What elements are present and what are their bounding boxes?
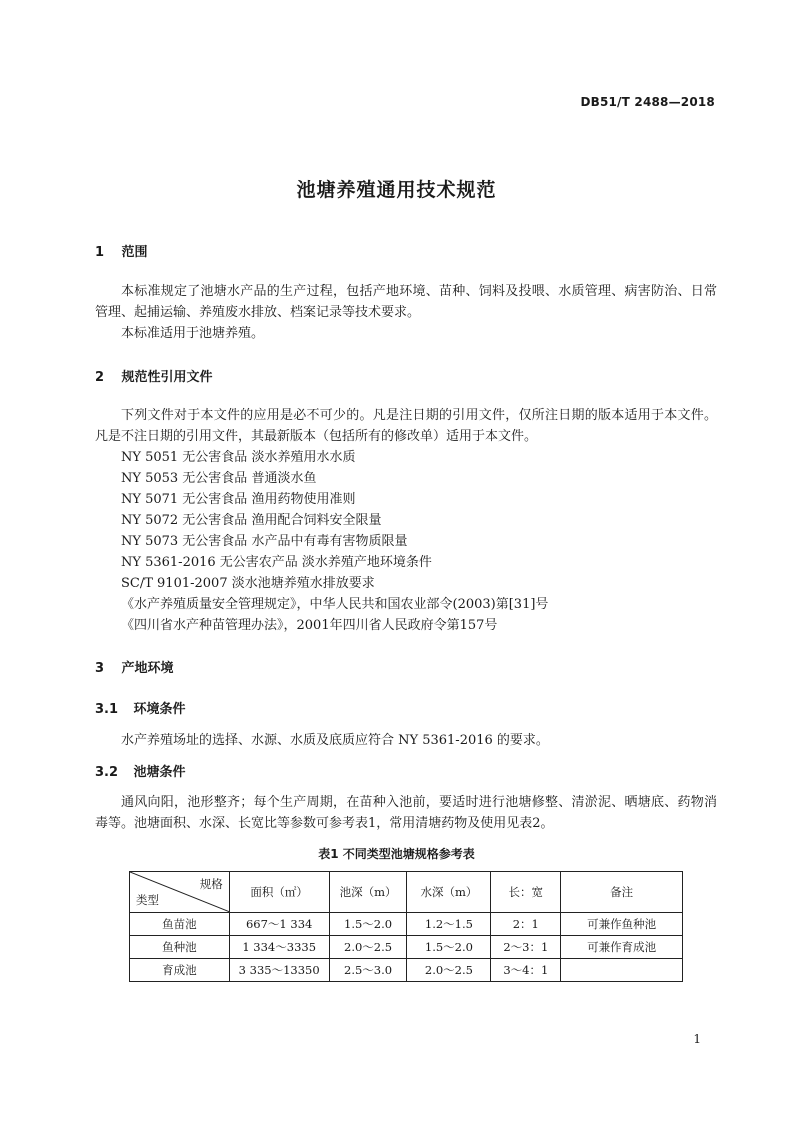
section-3-heading — [95, 657, 174, 676]
corner-bottom-label: 类型 — [136, 893, 159, 907]
reference-item: NY 5071 无公害食品 渔用药物使用准则 — [121, 492, 356, 507]
section-number: 3.1 — [95, 702, 119, 717]
table-header-cell: 备注 — [561, 872, 683, 913]
table-cell: 1.5～2.0 — [407, 936, 491, 959]
table-corner-cell — [130, 872, 230, 913]
section-number: 1 — [95, 245, 105, 260]
table-row — [130, 959, 683, 982]
table-cell: 鱼种池 — [130, 936, 230, 959]
section-title: 规范性引用文件 — [121, 370, 213, 385]
reference-item: NY 5053 无公害食品 普通淡水鱼 — [121, 471, 317, 486]
reference-item: 《水产养殖质量安全管理规定》，中华人民共和国农业部令(2003)第[31]号 — [121, 597, 549, 612]
table-cell: 1.5～2.0 — [329, 913, 407, 936]
reference-item: NY 5072 无公害食品 渔用配合饲料安全限量 — [121, 513, 382, 528]
table-cell: 2.5～3.0 — [329, 959, 407, 982]
pond-spec-table — [129, 871, 683, 982]
reference-item: SC/T 9101-2007 淡水池塘养殖水排放要求 — [121, 576, 375, 591]
section-1-heading — [95, 241, 148, 260]
table-cell: 2.0～2.5 — [407, 959, 491, 982]
table-cell: 3～4：1 — [491, 959, 561, 982]
page-number: 1 — [693, 1032, 701, 1046]
table-header-row — [130, 872, 683, 913]
section-number: 3.2 — [95, 765, 119, 780]
reference-item: NY 5051 无公害食品 淡水养殖用水水质 — [121, 450, 356, 465]
section-3-2-body — [95, 792, 717, 834]
table-cell: 2～3：1 — [491, 936, 561, 959]
section-title: 范围 — [121, 245, 148, 260]
table-row — [130, 936, 683, 959]
table-cell: 1 334～3335 — [229, 936, 329, 959]
paragraph: 通风向阳，池形整齐；每个生产周期，在苗种入池前，要适时进行池塘修整、清淤泥、晒塘底、药物消毒等。池塘面积、水深、长宽比等参数可参考表1，常用清塘药物及使用见表2。 — [95, 795, 717, 831]
section-title: 产地环境 — [121, 661, 174, 676]
table-header-cell: 池深（m） — [329, 872, 407, 913]
section-number: 3 — [95, 661, 105, 676]
table-caption: 表1 不同类型池塘规格参考表 — [318, 847, 475, 861]
table-cell — [561, 959, 683, 982]
reference-item: NY 5361-2016 无公害农产品 淡水养殖产地环境条件 — [121, 555, 432, 570]
table-header-cell: 面积（㎡） — [229, 872, 329, 913]
table-cell: 3 335～13350 — [229, 959, 329, 982]
table-cell: 育成池 — [130, 959, 230, 982]
section-3-2-heading — [95, 761, 186, 780]
table-header-cell: 水深（m） — [407, 872, 491, 913]
standard-code: DB51/T 2488—2018 — [580, 95, 715, 109]
table-cell: 667～1 334 — [229, 913, 329, 936]
table-cell: 可兼作育成池 — [561, 936, 683, 959]
reference-item: 《四川省水产种苗管理办法》，2001年四川省人民政府令第157号 — [121, 618, 498, 633]
table-header-cell: 长：宽 — [491, 872, 561, 913]
reference-item: NY 5073 无公害食品 水产品中有毒有害物质限量 — [121, 534, 408, 549]
section-1-body — [95, 281, 717, 344]
section-3-1-body — [95, 730, 717, 751]
paragraph: 本标准规定了池塘水产品的生产过程，包括产地环境、苗种、饲料及投喂、水质管理、病害防治、日常管理、起捕运输、养殖废水排放、档案记录等技术要求。 — [95, 284, 717, 320]
table-cell: 鱼苗池 — [130, 913, 230, 936]
table-cell: 2.0～2.5 — [329, 936, 407, 959]
paragraph: 下列文件对于本文件的应用是必不可少的。凡是注日期的引用文件，仅所注日期的版本适用于本文件。凡是不注日期的引用文件，其最新版本（包括所有的修改单）适用于本文件。 — [95, 408, 717, 444]
document-title: 池塘养殖通用技术规范 — [296, 179, 497, 201]
section-title: 池塘条件 — [133, 765, 186, 780]
paragraph: 水产养殖场址的选择、水源、水质及底质应符合 NY 5361-2016 的要求。 — [121, 733, 549, 748]
corner-top-label: 规格 — [199, 877, 223, 891]
reference-list — [121, 447, 721, 636]
section-number: 2 — [95, 370, 105, 385]
section-title: 环境条件 — [133, 702, 186, 717]
table-cell: 1.2～1.5 — [407, 913, 491, 936]
table-row — [130, 913, 683, 936]
paragraph: 本标准适用于池塘养殖。 — [121, 326, 265, 341]
table-cell: 2：1 — [491, 913, 561, 936]
section-3-1-heading — [95, 698, 186, 717]
table-cell: 可兼作鱼种池 — [561, 913, 683, 936]
section-2-intro — [95, 405, 717, 447]
section-2-heading — [95, 366, 213, 385]
